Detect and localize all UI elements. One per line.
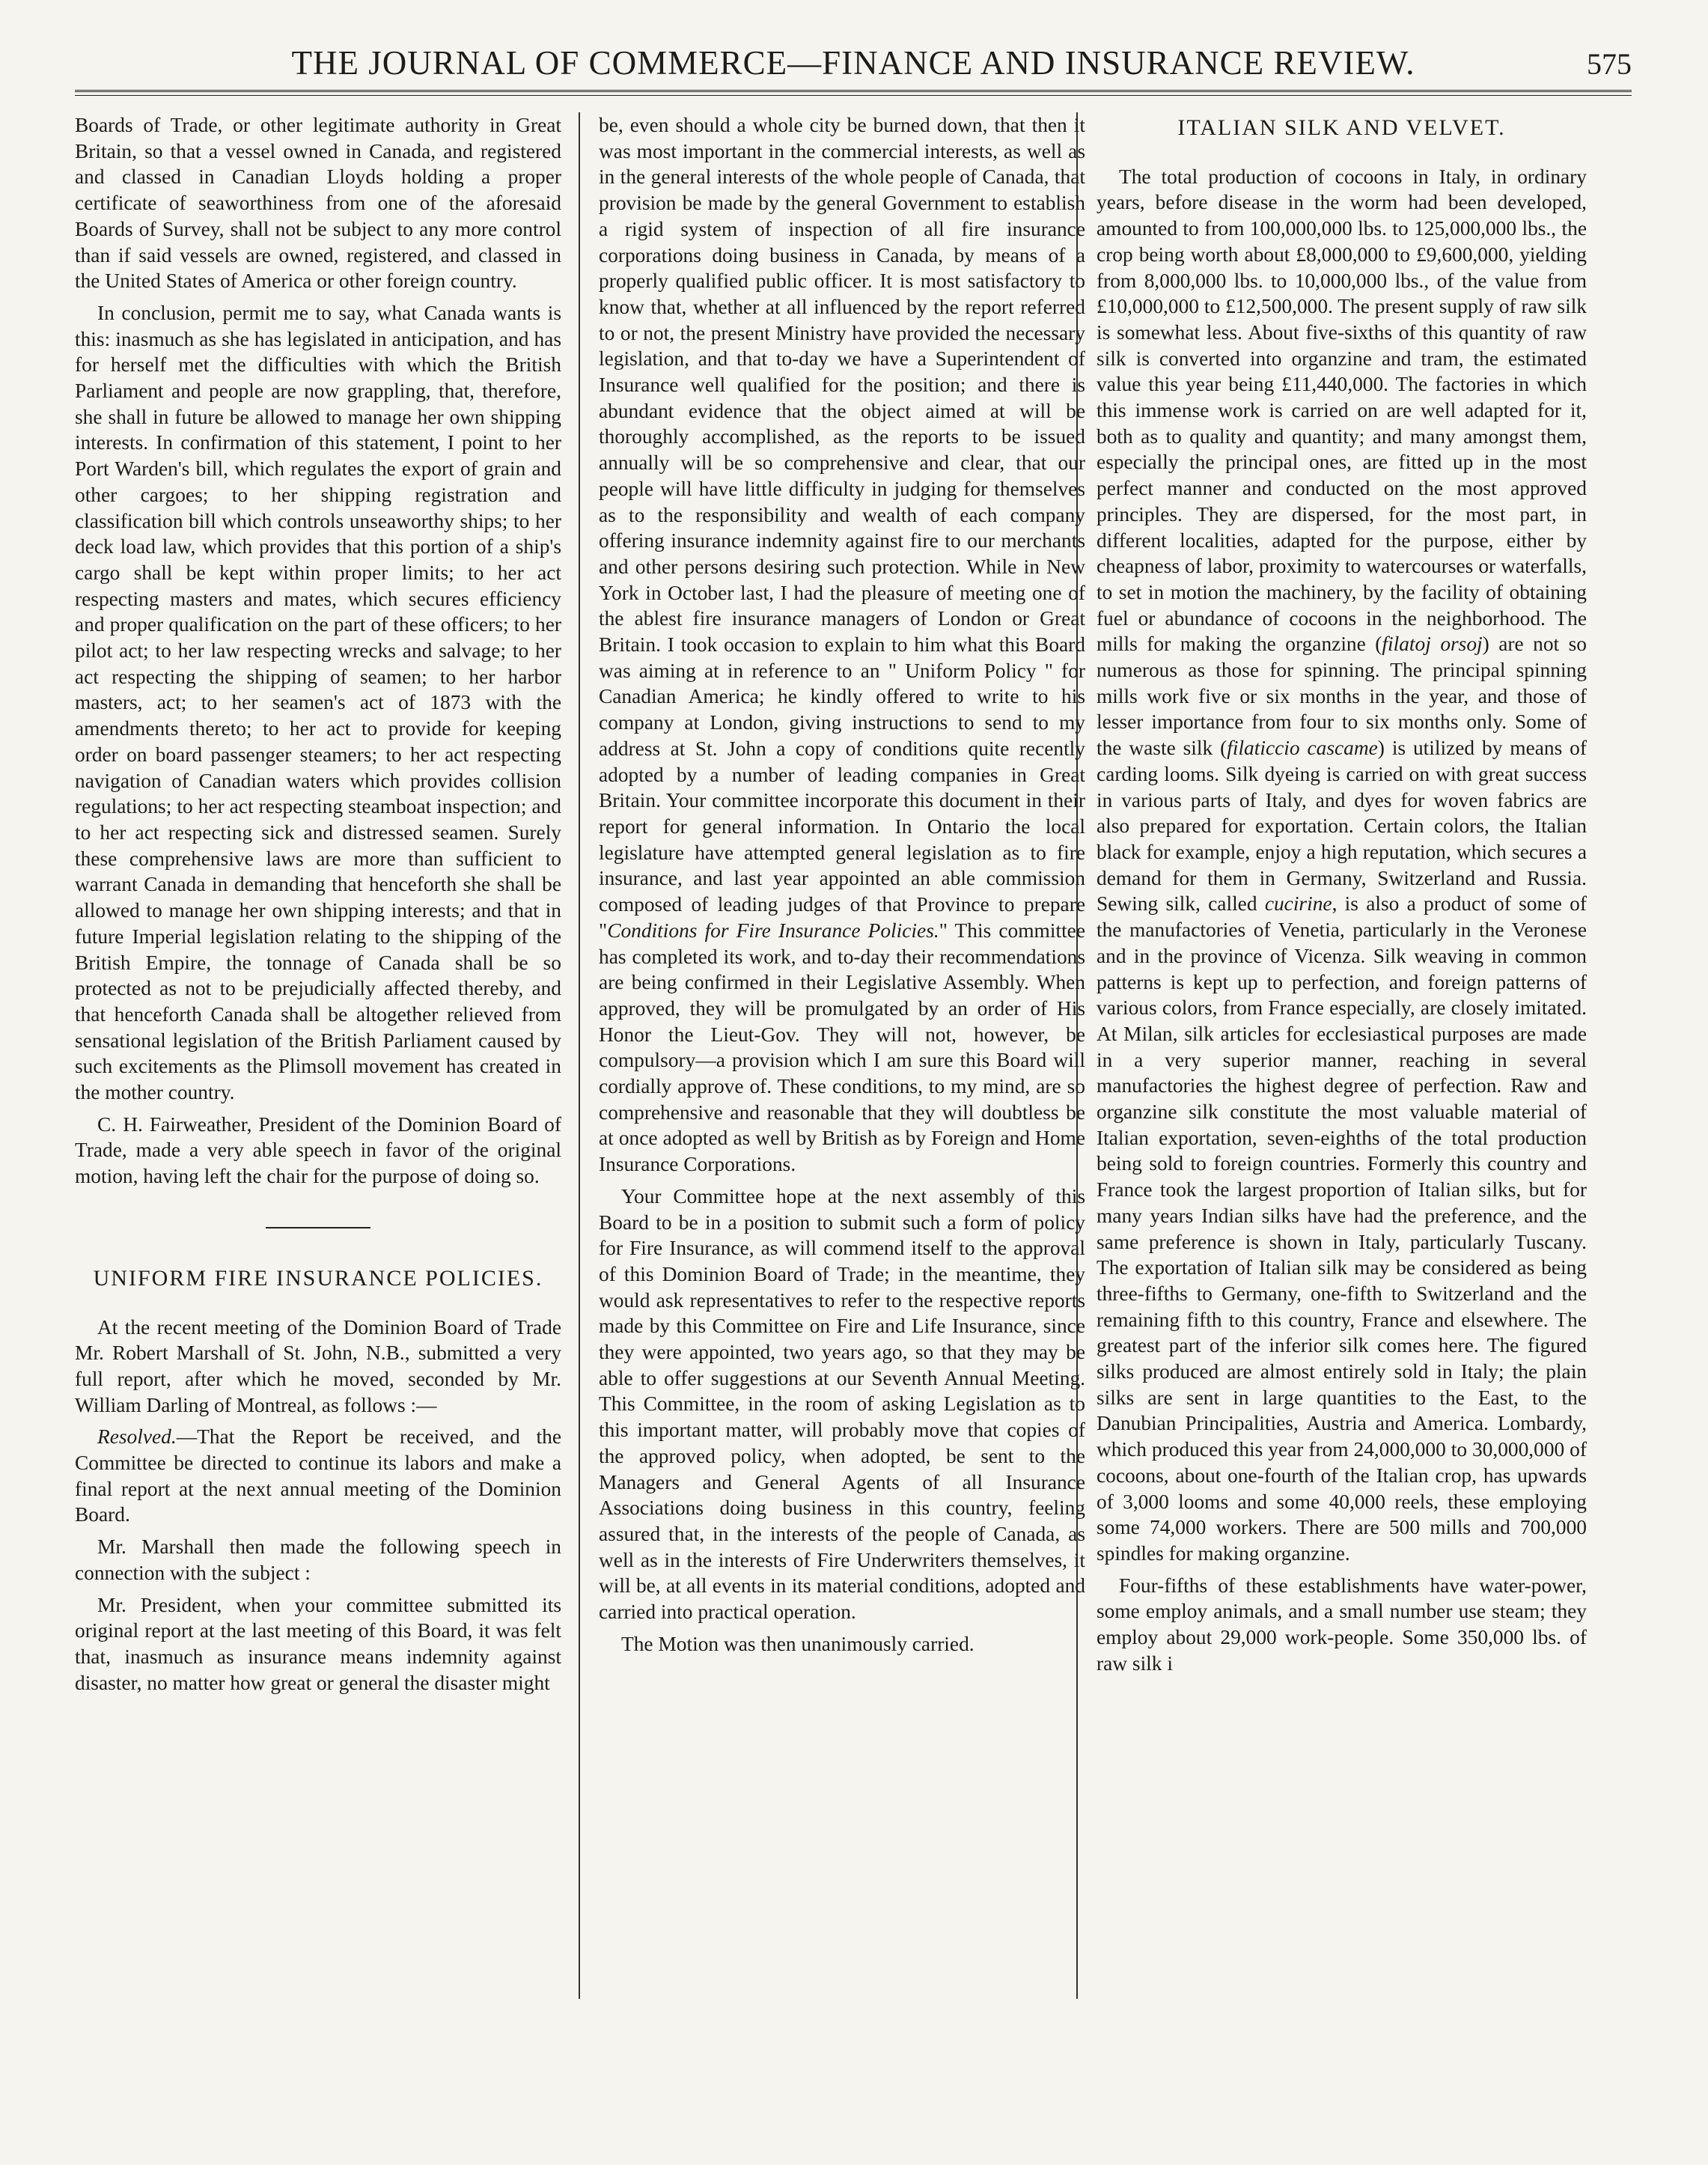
paragraph: Boards of Trade, or other legitimate authority in Great Britain, so that a vessel owned in Canada, and registered and classed in Canadian Lloyds holding a proper certificate of seaworthiness from one of the aforesaid Boards of Survey, shall not be subject to any more control than if said vessels are owned, registered, and classed in the United States of America or other foreign country. <box>75 114 561 293</box>
italic-title: Conditions for Fire Insurance Policies. <box>607 919 939 942</box>
column-1 <box>75 112 561 2096</box>
text-run: , is also a product of some of the manufactories of Venetia, particularly in the Veronese and in the province of Vicenza. Silk weaving in common patterns is kept up to perfection, and foreign patterns of various colors, from France especially, are closely imitated. At Milan, silk articles for ecclesiastical purposes are made in a very superior manner, reaching in several manufactories the highest degree of perfection. Raw and organzine silk constitute the most valuable material of Italian exportation, seven-eighths of the total production being sold to foreign countries. Formerly this country and France took the largest proportion of Italian silks, but for many years Indian silks have had the preference, and the same preference is shown in Italy, particularly Tuscany. The exportation of Italian silk may be considered as being three-fifths to Germany, one-fifth to Switzerland and the remaining fifth to this country, France and elsewhere. The greatest part of the inferior silk comes here. The figured silks produced are almost entirely sold in Italy; the plain silks are sent in large quantities to the East, to the Danubian Principalities, Austria and America. Lombardy, which produced this year from 24,000,000 to 30,000,000 of cocoons, about one-fourth of the Italian crop, has upwards of 3,000 looms and some 40,000 reels, these employing some 74,000 workers. There are 500 mills and 700,000 spindles for making organzine. <box>1097 892 1587 1565</box>
paragraph: In conclusion, permit me to say, what Canada wants is this: inasmuch as she has legislated in anticipation, and has for herself met the difficulties with which the British Parliament and people are now grappling, that, therefore, she shall in future be allowed to manage her own shipping interests. In confirmation of this statement, I point to her Port Warden's bill, which regulates the export of grain and other cargoes; to her shipping registration and classification bill which controls unseaworthy ships; to her deck load law, which provides that this portion of a ship's cargo shall be kept within proper limits; to her act respecting masters and mates, which secures efficiency and proper qualification on the part of these officers; to her pilot act; to her law respecting wrecks and salvage; to her act respecting the shipping of seamen; to her harbor masters, act; to her seamen's act of 1873 with the amendments thereto; to her act to provide for keeping order on board passenger steamers; to her act respecting navigation of Canadian waters which provides collision regulations; to her act respecting steamboat inspection; and to her act respecting sick and distressed seamen. Surely these comprehensive laws are more than sufficient to warrant Canada in demanding that henceforth she shall be allowed to manage her own shipping interests; and that in future Imperial legislation relating to the shipping of the British Empire, the tonnage of Canada shall be so protected as not to be prejudicially affected thereby, and that henceforth Canada shall be altogether relieved from sensational legislation of the British Parliament caused by such excitements as the Plimsoll movement has created in the mother country. <box>75 301 561 1104</box>
page-number: 575 <box>1587 47 1632 81</box>
italic-term: cucirine <box>1264 892 1332 916</box>
paragraph <box>1097 164 1587 1567</box>
paragraph: Four-fifths of these establishments have water-power, some employ animals, and a small number use steam; they employ about 29,000 work-people. Some 350,000 lbs. of raw silk i <box>1097 1574 1587 1675</box>
paragraph: Mr. President, when your committee submitted its original report at the last meeting of this Board, it was felt that, inasmuch as insurance means indemnity against disaster, no matter how great or general the disaster might <box>75 1593 561 1694</box>
text-run: be, even should a whole city be burned down, that then it was most important in the commercial interests, as well as in the general interests of the whole people of Canada, that provision be made by the general Government to establish a rigid system of inspection of all fire insurance corporations doing business in Canada, by means of a properly qualified public officer. It is most satisfactory to know that, whether at all influenced by the report referred to or not, the present Ministry have provided the necessary legislation, and that to-day we have a Superintendent of Insurance well qualified for the position; and there is abundant evidence that the object aimed at will be thoroughly accomplished, as the reports to be issued annually will be so comprehensive and clear, that our people will have little difficulty in judging for themselves as to the responsibility and wealth of each company offering insurance indemnity against fire to our merchants and other persons desiring such protection. While in New York in October last, I had the pleasure of meeting one of the ablest fire insurance managers of London or Great Britain. I took occasion to explain to him what this Board was aiming at in reference to an " Uniform Policy " for Canadian America; he kindly offered to write to his company at London, giving instructions to send to my address at St. John a copy of conditions quite recently adopted by a number of leading companies in Great Britain. Your committee incorporate this document in their report for general information. In Ontario the local legislature have attempted general legislation as to fire insurance, and last year appointed an able commission composed of leading judges of that Province to prepare " <box>599 114 1085 942</box>
text-run: " This committee has completed its work, and to-day their recommendations are being confirmed in their Legislative Assembly. When approved, they will be promulgated by an order of His Honor the Lieut-Gov. They will not, however, be compulsory—a provision which I am sure this Board will cordially approve of. These conditions, to my mind, are so comprehensive and reasonable that they will doubtless be at once adopted as well by British as by Foreign and Home Insurance Corporations. <box>599 919 1085 1176</box>
paragraph <box>599 112 1085 1178</box>
paragraph: At the recent meeting of the Dominion Board of Trade Mr. Robert Marshall of St. John, N.B., submitted a very full report, after which he moved, seconded by Mr. William Darling of Montreal, as follows :— <box>75 1315 561 1416</box>
resolved-label: Resolved. <box>97 1425 177 1449</box>
text-run: The total production of cocoons in Italy, in ordinary years, before disease in the worm had been developed, amounted to from 100,000,000 lbs. to 125,000,000 lbs., the crop being worth about £8,000,000 to £9,600,000, yielding from 8,000,000 lbs. to 10,000,000 lbs., of the value from £10,000,000 to £12,500,000. The present supply of raw silk is somewhat less. About five-sixths of this quantity of raw silk is converted into organzine and tram, the estimated value this year being £11,440,000. The factories in which this immense work is carried on are well adapted for it, both as to quality and quantity; and many amongst them, especially the principal ones, are fitted up in the most perfect manner and conducted on the most approved principles. They are dispersed, for the most part, in different localities, adapted for the purpose, either by cheapness of labor, proximity to watercourses or waterfalls, to set in motion the machinery, by the facility of obtaining fuel or abundance of cocoons in the neighborhood. The mills for making the organzine ( <box>1097 165 1587 656</box>
article-heading-fire-insurance: UNIFORM FIRE INSURANCE POLICIES. <box>93 1265 543 1291</box>
paragraph: Mr. Marshall then made the following speech in connection with the subject : <box>75 1535 561 1584</box>
italic-term: filatoj orsoj <box>1382 633 1483 656</box>
paragraph: C. H. Fairweather, President of the Dominion Board of Trade, made a very able speech in favor of the original motion, having left the chair for the purpose of doing so. <box>75 1112 561 1188</box>
paragraph <box>75 1424 561 1528</box>
italic-term: filaticcio cascame <box>1227 737 1378 760</box>
article-heading-italian-silk: ITALIAN SILK AND VELVET. <box>1177 115 1506 140</box>
paragraph: Your Committee hope at the next assembly of this Board to be in a position to submit such a form of policy for Fire Insurance, as will commend itself to the approval of this Dominion Board of Trade; in the meantime, they would ask representatives to refer to the respective reports made by this Committee on Fire and Life Insurance, since they were appointed, two years ago, so that they may be able to offer suggestions at our Seventh Annual Meeting. This Committee, in the room of asking Legislation as to this important matter, will probably move that copies of the approved policy, when adopted, be sent to the Managers and General Agents of all Insurance Associations doing business in this country, feeling assured that, in the interests of the people of Canada, as well as in the interests of Fire Underwriters themselves, it will be, at all events in its material conditions, adopted and carried into practical operation. <box>599 1184 1085 1624</box>
column-2 <box>599 112 1085 2096</box>
page-header <box>75 30 1632 112</box>
paragraph: The Motion was then unanimously carried. <box>621 1632 975 1655</box>
text-run: ) is utilized by means of carding looms. Silk dyeing is carried on with great success in various parts of Italy, and dyes for woven fabrics are also prepared for exportation. Certain colors, the Italian black for example, enjoy a high reputation, which secures a demand for them in Germany, Switzerland and Russia. Sewing silk, called <box>1097 737 1587 916</box>
column-rule-left <box>579 112 580 1999</box>
text-run: ) are not so numerous as those for spinning. The principal spinning mills work five or six months in the year, and those of lesser importance from four to six months only. Some of the waste silk ( <box>1097 633 1587 760</box>
column-3 <box>1097 112 1587 2096</box>
header-rule <box>75 90 1632 96</box>
running-title: THE JOURNAL OF COMMERCE—FINANCE AND INSURANCE REVIEW. <box>291 44 1415 82</box>
resolution-text: —That the Report be received, and the Committee be directed to continue its labors and make a final report at the next annual meeting of the Dominion Board. <box>75 1425 561 1526</box>
section-divider <box>266 1227 370 1228</box>
